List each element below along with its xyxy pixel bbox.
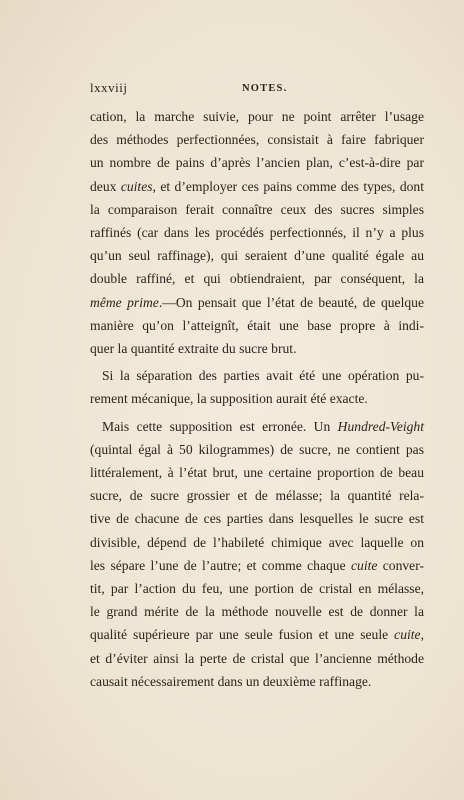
text-line: cation, la marche suivie, pour ne point arrêter l’usage xyxy=(90,109,424,124)
text-line: raffinés (car dans les procédés perfectionnés, il n’y a plus xyxy=(90,225,424,241)
paragraph xyxy=(90,364,424,410)
text-line: qualité supérieure par une seule fusion et une seule cuite, xyxy=(90,627,424,643)
italic-term: cuites xyxy=(120,178,153,194)
text-line: manière qu’on l’atteignît, était une base propre à indi- xyxy=(90,317,424,333)
text-line: deux cuites, et d’employer ces pains comme des types, dont xyxy=(90,178,425,194)
text-line: un nombre de pains d’après l’ancien plan, c’est-à-dire par xyxy=(90,155,424,171)
italic-term: cuite xyxy=(350,557,378,573)
italic-term: même prime xyxy=(90,294,159,310)
page-number: lxxviij xyxy=(90,80,128,95)
text-line: causait nécessairement dans un deuxième raffinage. xyxy=(90,673,372,689)
text-line: les sépare l’une de l’autre; et comme chaque cuite conver- xyxy=(90,557,425,573)
text-line: et d’éviter ainsi la perte de cristal que l’ancienne méthode xyxy=(90,650,424,666)
running-title: NOTES. xyxy=(242,83,288,94)
text-line: sucre, de sucre grossier et de mélasse; la quantité rela- xyxy=(90,488,424,504)
italic-term: Hundred-Veight xyxy=(337,418,424,434)
text-line: le grand mérite de la méthode nouvelle est de donner la xyxy=(90,604,424,620)
italic-term: cuite xyxy=(394,627,421,643)
paragraph xyxy=(90,415,424,693)
text-line: la comparaison ferait connaître ceux des sucres simples xyxy=(90,201,424,217)
text-line: tive de chacune de ces parties dans lesquelles le sucre est xyxy=(90,511,424,527)
text-line: divisible, dépend de l’habileté chimique avec laquelle on xyxy=(90,534,424,550)
text-line: même prime.—On pensait que l’état de beauté, de quelque xyxy=(90,294,424,310)
text-line: qu’un seul raffinage), qui seraient d’une qualité égale au xyxy=(90,248,424,264)
text-line: double raffiné, et qui obtiendraient, par conséquent, la xyxy=(90,271,424,287)
text-line: tit, par l’action du feu, une portion de cristal en mélasse, xyxy=(90,581,424,597)
text-line: Mais cette supposition est erronée. Un Hundred-Veight xyxy=(102,418,424,434)
text-line: Si la séparation des parties avait été une opération pu- xyxy=(102,368,424,384)
body-text xyxy=(90,105,424,693)
text-line: rement mécanique, la supposition aurait été exacte. xyxy=(90,391,368,407)
text-line: des méthodes perfectionnées, consistait à faire fabriquer xyxy=(90,132,424,148)
page-header xyxy=(90,80,424,96)
text-line: quer la quantité extraite du sucre brut. xyxy=(90,341,297,357)
text-line: littéralement, à l’état brut, une certaine proportion de beau xyxy=(90,465,424,481)
text-line: (quintal égal à 50 kilogrammes) de sucre, ne contient pas xyxy=(90,441,424,457)
paragraph xyxy=(90,105,424,360)
